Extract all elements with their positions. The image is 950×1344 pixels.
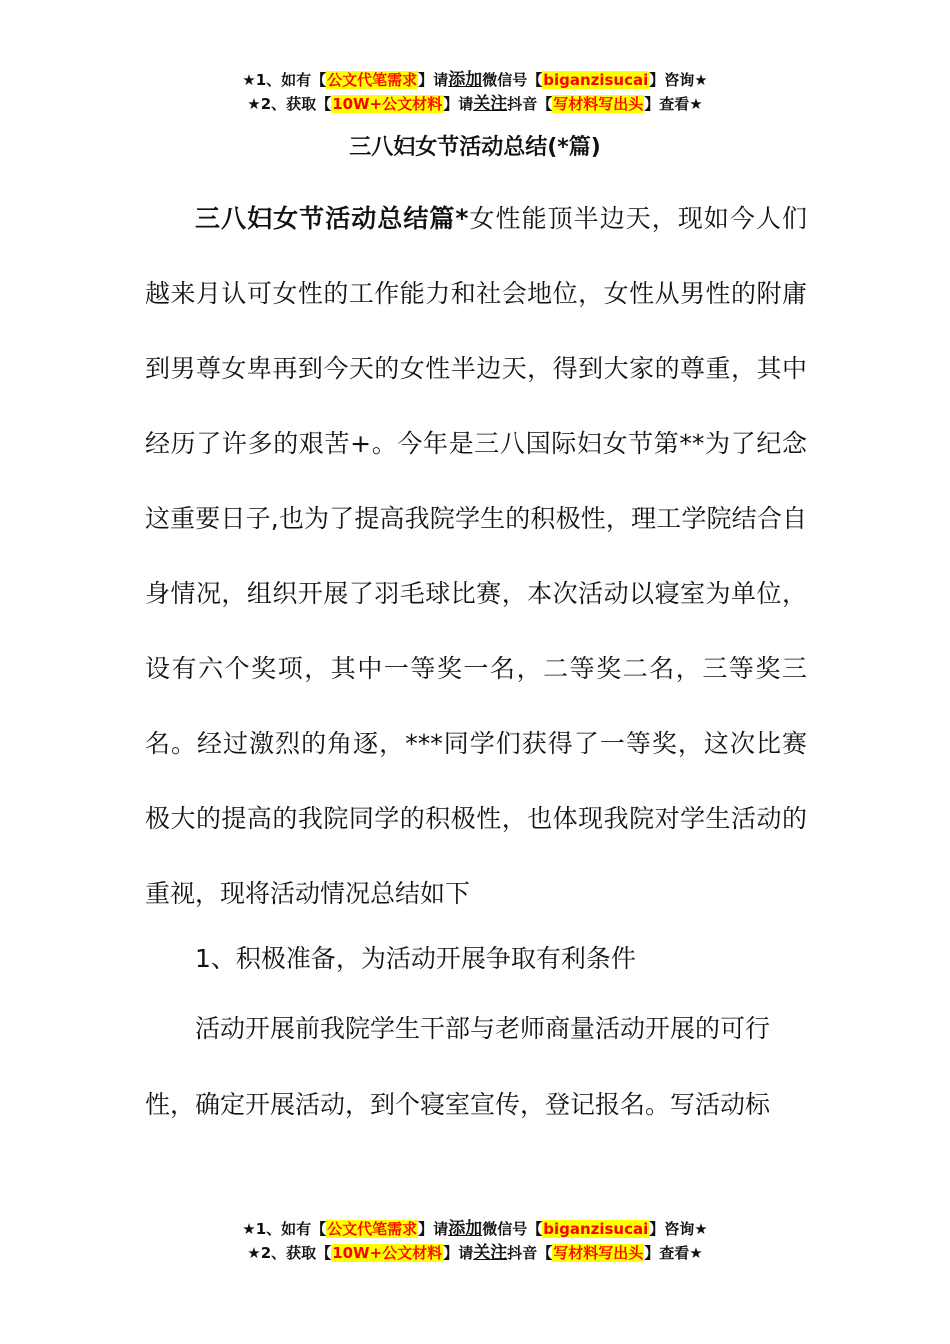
banner-1-emphasis: 添加 (448, 1219, 483, 1239)
banner-2-highlight-materials: 10W+公文材料 (332, 1244, 443, 1262)
banner-1-middle-a: 】请 (418, 1220, 449, 1238)
banner-1-suffix: 】咨询★ (649, 1220, 708, 1238)
banner-1-highlight-service: 公文代笔需求 (327, 71, 418, 89)
section-heading-1: 1、积极准备，为活动开展争取有利条件 (195, 944, 636, 973)
banner-2-suffix: 】查看★ (644, 1244, 703, 1262)
intro-line: 三等奖三名。经过激烈的角逐，***同学们获得了一等奖， (145, 654, 807, 758)
banner-line-1 (0, 68, 950, 92)
banner-2-highlight-douyin: 写材料写出头 (553, 1244, 644, 1262)
banner-1-highlight-wechat: biganzisucai (543, 1220, 649, 1238)
intro-line: 纪念这重要日子,也为了提高我院学生的积极性，理工学院 (145, 429, 807, 533)
banner-1-middle-b: 微信号【 (482, 71, 543, 89)
intro-line: 越来月认可女性的工作能力和社会地位，女性从男性的附 (145, 279, 782, 308)
footer-banner (0, 1217, 950, 1265)
intro-line: 为单位，设有六个奖项，其中一等奖一名，二等奖二名， (145, 579, 807, 683)
banner-1-emphasis: 添加 (448, 70, 483, 90)
banner-1-middle-a: 】请 (418, 71, 449, 89)
banner-1-prefix: ★1、如有【 (242, 1220, 327, 1238)
paragraph-2-line-1: 活动开展前我院学生干部与老师商量活动开展的可行 (195, 1014, 771, 1043)
banner-line-2 (0, 92, 950, 116)
banner-line-1 (0, 1217, 950, 1241)
banner-2-prefix: ★2、获取【 (247, 95, 332, 113)
paragraph-2-line-2: 性，确定开展活动，到个寝室宣传，登记报名。写活动标 (145, 1090, 771, 1119)
intro-line: 其中经历了许多的艰苦+。今年是三八国际妇女节第**为了 (145, 354, 807, 458)
banner-1-suffix: 】咨询★ (649, 71, 708, 89)
paragraph-intro (145, 181, 807, 931)
banner-1-prefix: ★1、如有【 (242, 71, 327, 89)
banner-line-2 (0, 1241, 950, 1265)
intro-line: 庸到男尊女卑再到今天的女性半边天，得到大家的尊重， (145, 279, 807, 383)
banner-2-middle-b: 抖音【 (507, 95, 553, 113)
banner-1-middle-b: 微信号【 (482, 1220, 543, 1238)
banner-2-suffix: 】查看★ (644, 95, 703, 113)
banner-2-middle-b: 抖音【 (507, 1244, 553, 1262)
banner-2-highlight-materials: 10W+公文材料 (332, 95, 443, 113)
intro-line: 这次比赛极大的提高的我院同学的积极性，也体现我院对 (145, 729, 807, 833)
banner-1-highlight-wechat: biganzisucai (543, 71, 649, 89)
banner-1-highlight-service: 公文代笔需求 (327, 1220, 418, 1238)
intro-line: 结合自身情况，组织开展了羽毛球比赛，本次活动以寝室 (145, 504, 807, 608)
intro-lead: 三八妇女节活动总结篇* (195, 204, 469, 233)
intro-line: 学生活动的重视，现将活动情况总结如下 (145, 804, 807, 908)
banner-2-prefix: ★2、获取【 (247, 1244, 332, 1262)
banner-2-emphasis: 关注 (473, 1243, 508, 1263)
document-title: 三八妇女节活动总结(*篇) (349, 135, 601, 160)
banner-2-emphasis: 关注 (473, 94, 508, 114)
intro-line: 女性能顶半边天，现如今人们 (468, 204, 807, 233)
banner-2-middle-a: 】请 (443, 1244, 474, 1262)
header-banner (0, 68, 950, 116)
banner-2-middle-a: 】请 (443, 95, 474, 113)
banner-2-highlight-douyin: 写材料写出头 (553, 95, 644, 113)
